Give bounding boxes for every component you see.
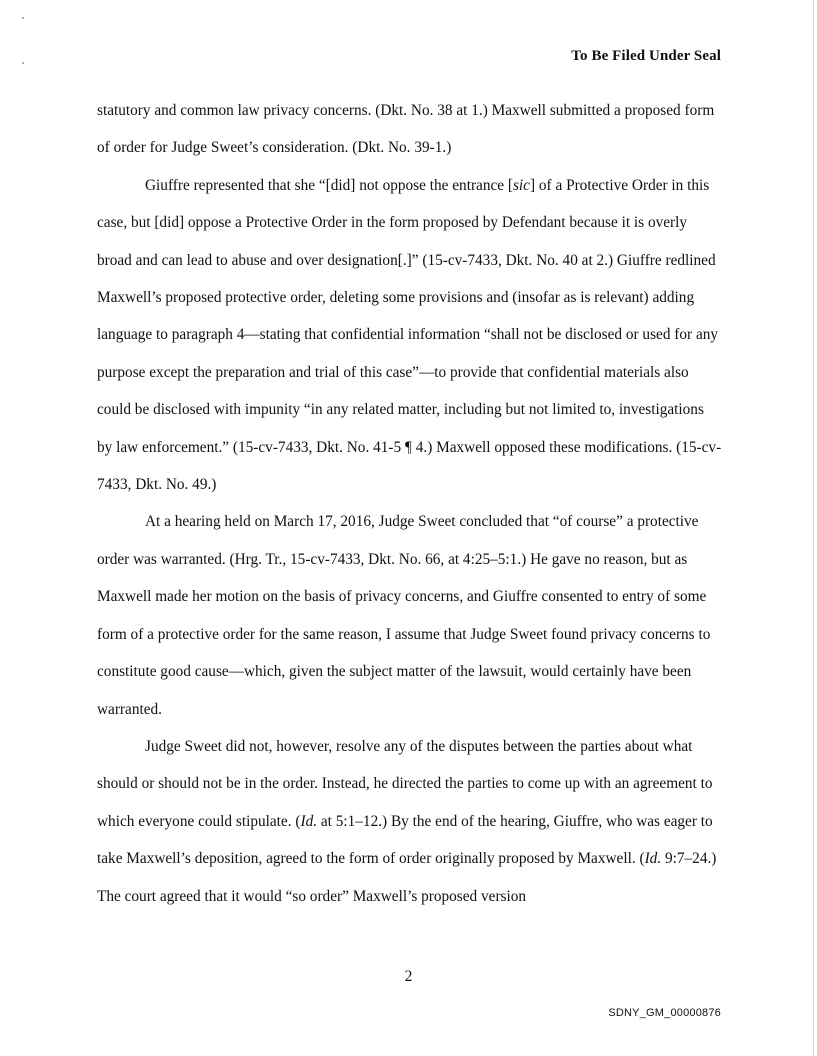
id-citation-italic: Id. xyxy=(644,850,662,868)
body-text xyxy=(97,92,722,915)
paragraph-2-part-1: Giuffre represented that she “[did] not oppose the entrance [ xyxy=(145,176,513,194)
scan-speck xyxy=(22,17,24,19)
paragraph-4-part-3: 9:7–24.) The court agreed that it would “so order” Maxwell’s proposed version xyxy=(97,850,717,905)
scan-speck xyxy=(22,62,24,64)
page-number: 2 xyxy=(404,968,413,985)
sic-italic: sic xyxy=(512,176,530,194)
paragraph-1: statutory and common law privacy concerns. (Dkt. No. 38 at 1.) Maxwell submitted a proposed form of order for Judge Sweet’s consideration. (Dkt. No. 39-1.) xyxy=(97,102,715,157)
paragraph-4-part-1: Judge Sweet did not, however, resolve any of the disputes between the parties about what should or should not be in the order. Instead, he directed the parties to come up with an agreement to which everyone could stipulate. ( xyxy=(97,737,713,830)
id-citation-italic: Id. xyxy=(300,812,318,830)
bates-number: SDNY_GM_00000876 xyxy=(608,1007,721,1019)
paragraph-4-part-2: at 5:1–12.) By the end of the hearing, Giuffre, who was eager to take Maxwell’s deposition, agreed to the form of order originally proposed by Maxwell. ( xyxy=(97,812,713,868)
paragraph-4 xyxy=(97,728,722,915)
confidentiality-header: To Be Filed Under Seal xyxy=(571,48,721,64)
page-edge-line xyxy=(813,0,814,1056)
paragraph-2 xyxy=(97,167,722,504)
paragraph-3: At a hearing held on March 17, 2016, Judge Sweet concluded that “of course” a protective order was warranted. (Hrg. Tr., 15-cv-7433, Dkt. No. 66, at 4:25–5:1.) He gave no reason, but as Maxwell made her motion on the basis of privacy concerns, and Giuffre consented to entry of some form of a protective order for the same reason, I assume that Judge Sweet found privacy concerns to constitute good cause—which, given the subject matter of the lawsuit, would certainly have been warranted. xyxy=(97,513,711,718)
paragraph-2-part-2: ] of a Protective Order in this case, but [did] oppose a Protective Order in the form proposed by Defendant because it is overly broad and can lead to abuse and over designation[.]” (15-cv-7433, Dkt. No. 40 at 2.) Giuffre redlined Maxwell’s proposed protective order, deleting some provisions and (insofar as is relevant) adding language to paragraph 4—stating that confidential information “shall not be disclosed or used for any purpose except the preparation and trial of this case”—to provide that confidential materials also could be disclosed with impunity “in any related matter, including but not limited to, investigations by law enforcement.” (15-cv-7433, Dkt. No. 41-5 ¶ 4.) Maxwell opposed these modifications. (15-cv-7433, Dkt. No. 49.) xyxy=(97,176,722,494)
